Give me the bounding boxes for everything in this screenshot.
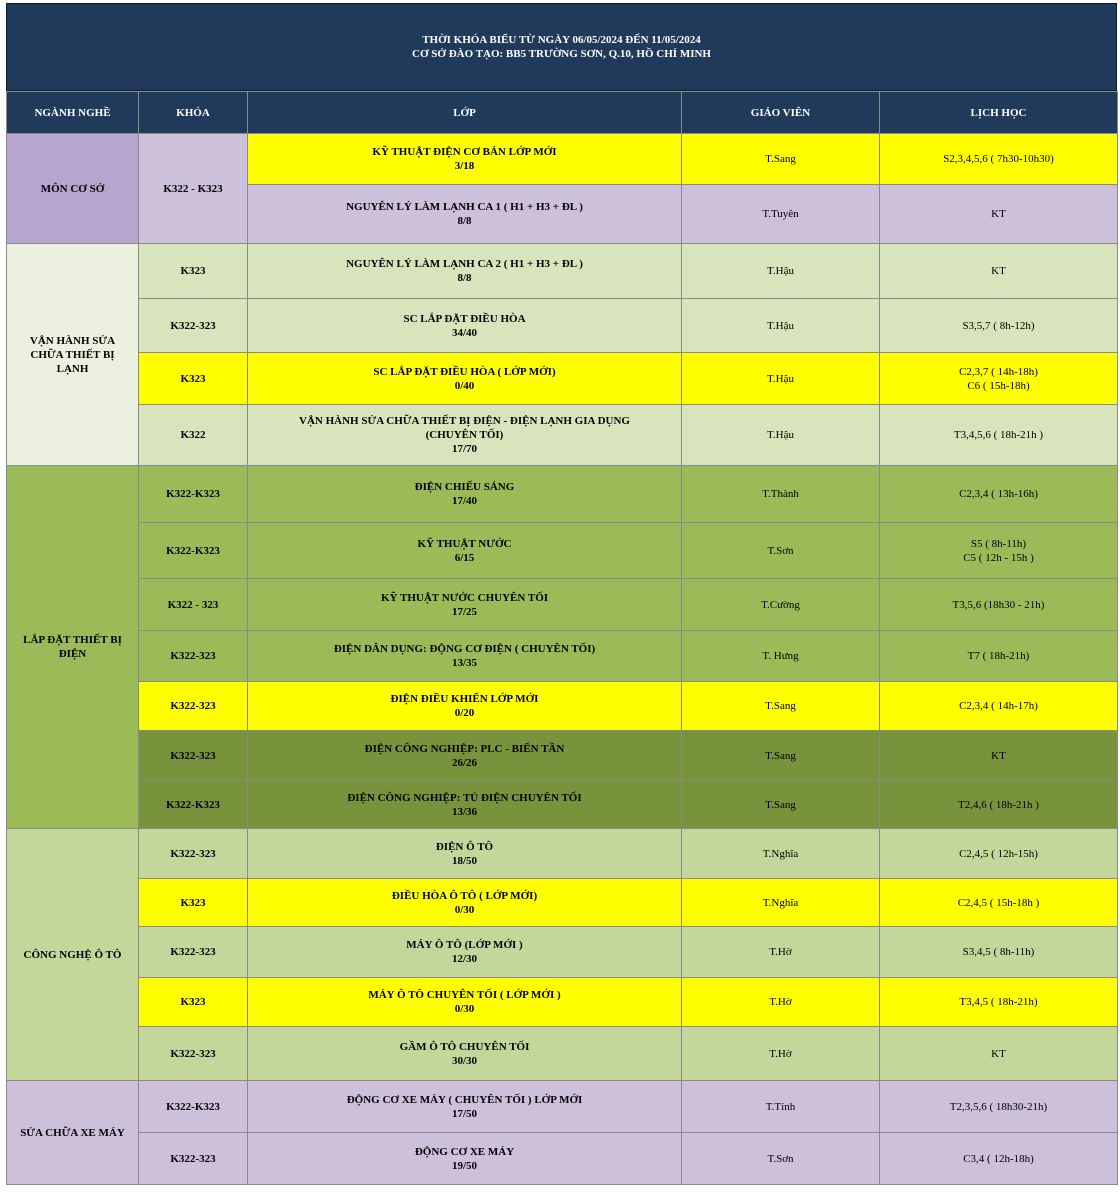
schedule-cell: T2,4,6 ( 18h-21h )	[880, 781, 1118, 829]
schedule-title: THỜI KHÓA BIỂU TỪ NGÀY 06/05/2024 ĐẾN 11/05/2024	[422, 34, 701, 46]
table-row	[7, 579, 1118, 631]
teacher-cell: T.Thành	[682, 466, 880, 523]
schedule-cell: C2,4,5 ( 12h-15h)	[880, 829, 1118, 879]
class-name: SC LẮP ĐẶT ĐIỀU HÒA ( LỚP MỚI)	[373, 365, 556, 378]
class-name: MÁY Ô TÔ (LỚP MỚI )	[406, 939, 523, 951]
class-name: NGUYÊN LÝ LÀM LẠNH CA 2 ( H1 + H3 + ĐL )	[346, 258, 583, 270]
teacher-cell: T.Tính	[682, 1081, 880, 1133]
enrollment-count: 18/50	[451, 854, 478, 867]
course-cell: K323	[139, 879, 248, 927]
schedule-cell: T2,3,5,6 ( 18h30-21h)	[880, 1081, 1118, 1133]
class-cell	[248, 244, 682, 299]
table-row	[7, 353, 1118, 405]
teacher-cell: T.Sơn	[682, 1133, 880, 1185]
table-row	[7, 829, 1118, 879]
class-name: GẦM Ô TÔ CHUYÊN TỐI	[399, 1040, 530, 1053]
enrollment-count: 19/50	[451, 1159, 478, 1172]
schedule-title-banner	[6, 3, 1117, 91]
enrollment-count: 17/40	[451, 495, 478, 507]
class-name: ĐIỆN DÂN DỤNG: ĐỘNG CƠ ĐIỆN ( CHUYÊN TỐI)	[333, 643, 596, 655]
course-cell: K323	[139, 244, 248, 299]
course-cell: K322-323	[139, 682, 248, 731]
course-cell: K323	[139, 353, 248, 405]
schedule-cell: T3,4,5,6 ( 18h-21h )	[880, 405, 1118, 466]
enrollment-count: 0/30	[454, 903, 475, 916]
enrollment-count: 8/8	[457, 215, 472, 227]
table-row	[7, 1081, 1118, 1133]
table-row	[7, 405, 1118, 466]
class-name: ĐIỀU HÒA Ô TÔ ( LỚP MỚI)	[391, 889, 538, 902]
class-name: ĐIỆN CHIẾU SÁNG	[414, 481, 515, 493]
schedule-cell: T3,5,6 (18h30 - 21h)	[880, 579, 1118, 631]
class-cell	[248, 523, 682, 579]
class-cell	[248, 185, 682, 244]
schedule-cell: S3,4,5 ( 8h-11h)	[880, 927, 1118, 978]
course-cell: K322-K323	[139, 466, 248, 523]
class-cell	[248, 978, 682, 1027]
class-name: ĐIỆN CÔNG NGHIỆP: PLC - BIẾN TẦN	[364, 742, 565, 755]
schedule-line: C6 ( 15h-18h)	[967, 379, 1030, 392]
class-cell	[248, 405, 682, 466]
course-cell: K322-323	[139, 927, 248, 978]
schedule-cell	[880, 353, 1118, 405]
enrollment-count: 34/40	[451, 326, 478, 339]
schedule-line: C5 ( 12h - 15h )	[963, 551, 1034, 564]
schedule-cell: C2,3,4 ( 13h-16h)	[880, 466, 1118, 523]
enrollment-count: 17/25	[451, 605, 478, 618]
teacher-cell: T.Sang	[682, 134, 880, 185]
enrollment-count: 13/35	[451, 657, 478, 669]
class-cell	[248, 631, 682, 682]
table-row	[7, 631, 1118, 682]
schedule-cell: KT	[880, 244, 1118, 299]
class-cell	[248, 927, 682, 978]
class-cell	[248, 299, 682, 353]
class-name: ĐIỆN Ô TÔ	[435, 840, 494, 853]
class-cell	[248, 353, 682, 405]
table-row	[7, 978, 1118, 1027]
schedule-cell: C3,4 ( 12h-18h)	[880, 1133, 1118, 1185]
table-row	[7, 1133, 1118, 1185]
teacher-cell: T.Hờ	[682, 978, 880, 1027]
teacher-cell: T.Sang	[682, 781, 880, 829]
class-cell	[248, 879, 682, 927]
class-name-note: (CHUYÊN TỐI)	[425, 429, 504, 441]
class-cell	[248, 1081, 682, 1133]
enrollment-count: 0/20	[454, 707, 475, 719]
course-cell: K322-323	[139, 299, 248, 353]
schedule-line: S5 ( 8h-11h)	[970, 537, 1027, 550]
major-cell: VẬN HÀNH SỬA CHỮA THIẾT BỊ LẠNH	[7, 244, 139, 466]
course-cell: K322-323	[139, 731, 248, 781]
teacher-cell: T.Nghĩa	[682, 829, 880, 879]
column-header-teacher: GIÁO VIÊN	[682, 92, 880, 134]
enrollment-count: 13/36	[451, 805, 478, 818]
timetable	[6, 91, 1118, 1185]
table-row	[7, 244, 1118, 299]
schedule-cell: S2,3,4,5,6 ( 7h30-10h30)	[880, 134, 1118, 185]
teacher-cell: T.Hậu	[682, 353, 880, 405]
course-cell: K322-K323	[139, 781, 248, 829]
major-cell: CÔNG NGHỆ Ô TÔ	[7, 829, 139, 1081]
enrollment-count: 26/26	[451, 756, 478, 769]
schedule-cell: KT	[880, 1027, 1118, 1081]
schedule-cell: C2,3,4 ( 14h-17h)	[880, 682, 1118, 731]
teacher-cell: T.Nghĩa	[682, 879, 880, 927]
teacher-cell: T. Hưng	[682, 631, 880, 682]
course-cell: K322-K323	[139, 523, 248, 579]
class-name: ĐIỆN CÔNG NGHIỆP: TỦ ĐIỆN CHUYÊN TỐI	[347, 791, 582, 804]
course-cell: K322-K323	[139, 1081, 248, 1133]
enrollment-count: 8/8	[457, 272, 472, 284]
table-row	[7, 731, 1118, 781]
teacher-cell: T.Hờ	[682, 1027, 880, 1081]
column-header-schedule: LỊCH HỌC	[880, 92, 1118, 134]
table-row	[7, 466, 1118, 523]
teacher-cell: T.Sang	[682, 682, 880, 731]
enrollment-count: 17/50	[451, 1107, 478, 1120]
class-name: ĐIỆN ĐIỀU KHIỂN LỚP MỚI	[390, 693, 539, 705]
schedule-cell: T3,4,5 ( 18h-21h)	[880, 978, 1118, 1027]
course-cell: K322 - 323	[139, 579, 248, 631]
schedule-cell: KT	[880, 731, 1118, 781]
schedule-line: C2,3,7 ( 14h-18h)	[959, 365, 1038, 378]
class-name: KỸ THUẬT NƯỚC CHUYÊN TỐI	[380, 591, 549, 604]
column-header-class: LỚP	[248, 92, 682, 134]
schedule-cell	[880, 523, 1118, 579]
enrollment-count: 30/30	[451, 1054, 478, 1067]
class-cell	[248, 781, 682, 829]
course-cell: K323	[139, 978, 248, 1027]
class-name: SC LẮP ĐẶT ĐIỀU HÒA	[403, 312, 526, 325]
major-cell: SỬA CHỮA XE MÁY	[7, 1081, 139, 1185]
course-cell: K322	[139, 405, 248, 466]
enrollment-count: 3/18	[454, 160, 475, 172]
class-name: VẬN HÀNH SỬA CHỮA THIẾT BỊ ĐIỆN - ĐIỆN LẠNH GIA DỤNG	[299, 415, 630, 427]
teacher-cell: T.Hậu	[682, 405, 880, 466]
course-cell: K322-323	[139, 631, 248, 682]
class-cell	[248, 579, 682, 631]
class-name: KỸ THUẬT NƯỚC	[417, 537, 512, 550]
class-cell	[248, 1133, 682, 1185]
teacher-cell: T.Sơn	[682, 523, 880, 579]
major-cell: LẮP ĐẶT THIẾT BỊ ĐIỆN	[7, 466, 139, 829]
class-cell	[248, 682, 682, 731]
column-header-course: KHÓA	[139, 92, 248, 134]
major-cell: MÔN CƠ SỞ	[7, 134, 139, 244]
schedule-cell: S3,5,7 ( 8h-12h)	[880, 299, 1118, 353]
class-name: NGUYÊN LÝ LÀM LẠNH CA 1 ( H1 + H3 + ĐL )	[346, 201, 583, 213]
enrollment-count: 6/15	[454, 551, 475, 564]
course-cell: K322-323	[139, 829, 248, 879]
schedule-cell: C2,4,5 ( 15h-18h )	[880, 879, 1118, 927]
class-name: ĐỘNG CƠ XE MÁY	[414, 1145, 515, 1158]
campus-title: CƠ SỞ ĐÀO TẠO: BB5 TRƯỜNG SƠN, Q.10, HỒ CHÍ MINH	[412, 48, 711, 60]
teacher-cell: T.Hậu	[682, 299, 880, 353]
teacher-cell: T.Sang	[682, 731, 880, 781]
course-cell: K322-323	[139, 1027, 248, 1081]
class-cell	[248, 134, 682, 185]
class-cell	[248, 829, 682, 879]
table-row	[7, 1027, 1118, 1081]
enrollment-count: 0/40	[454, 379, 475, 392]
table-row	[7, 682, 1118, 731]
enrollment-count: 17/70	[451, 443, 478, 455]
class-cell	[248, 1027, 682, 1081]
teacher-cell: T.Hờ	[682, 927, 880, 978]
table-row	[7, 134, 1118, 185]
table-row	[7, 299, 1118, 353]
class-cell	[248, 466, 682, 523]
course-cell: K322-323	[139, 1133, 248, 1185]
class-name: KỸ THUẬT ĐIỆN CƠ BẢN LỚP MỚI	[372, 146, 557, 158]
column-header-major: NGÀNH NGHỀ	[7, 92, 139, 134]
class-name: ĐỘNG CƠ XE MÁY ( CHUYÊN TỐI ) LỚP MỚI	[346, 1093, 583, 1106]
course-cell: K322 - K323	[139, 134, 248, 244]
table-row	[7, 781, 1118, 829]
table-row	[7, 879, 1118, 927]
class-cell	[248, 731, 682, 781]
schedule-cell: KT	[880, 185, 1118, 244]
enrollment-count: 0/30	[454, 1003, 475, 1015]
teacher-cell: T.Hậu	[682, 244, 880, 299]
class-name: MÁY Ô TÔ CHUYÊN TỐI ( LỚP MỚI )	[368, 989, 561, 1001]
teacher-cell: T.Tuyên	[682, 185, 880, 244]
table-row	[7, 927, 1118, 978]
header-row	[7, 92, 1118, 134]
table-row	[7, 523, 1118, 579]
schedule-cell: T7 ( 18h-21h)	[880, 631, 1118, 682]
teacher-cell: T.Cường	[682, 579, 880, 631]
enrollment-count: 12/30	[451, 953, 478, 965]
